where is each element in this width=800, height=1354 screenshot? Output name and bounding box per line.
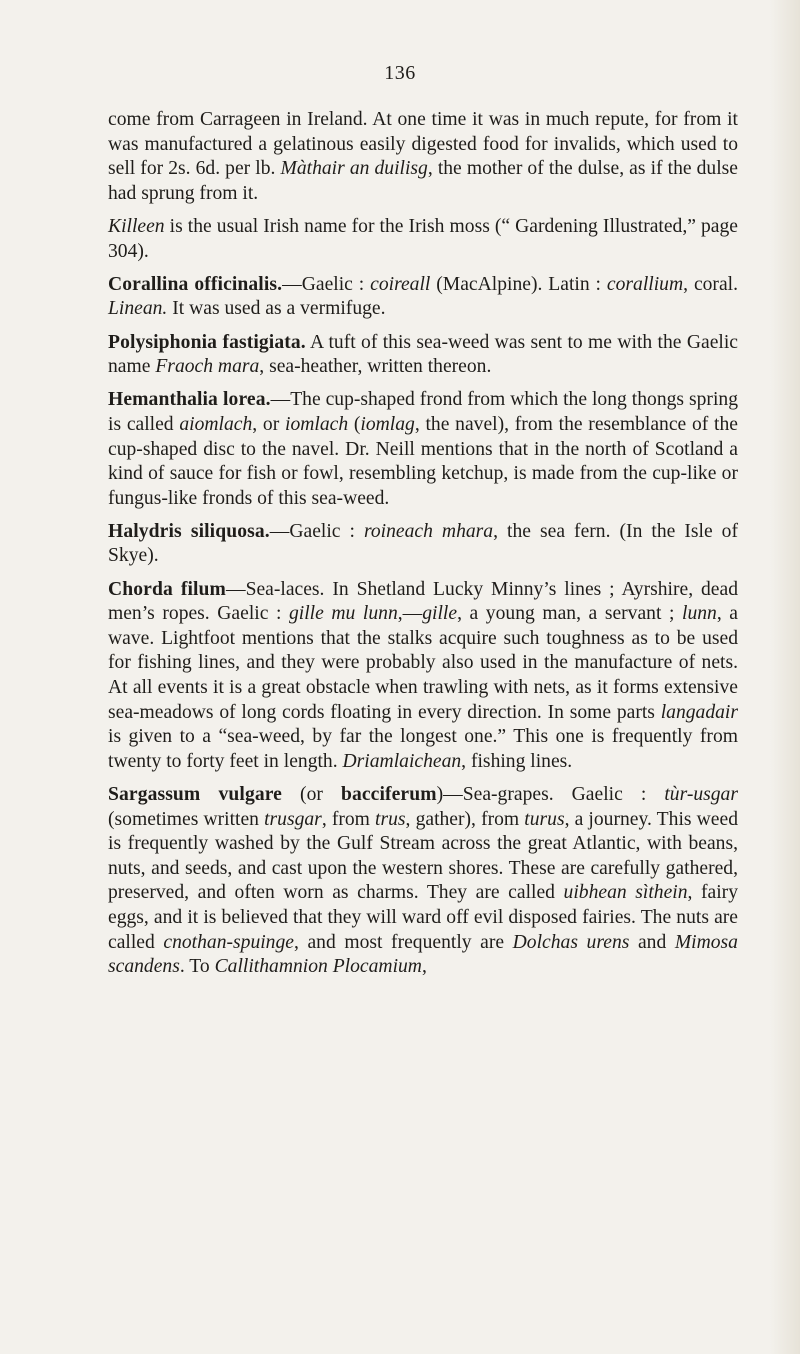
text-run: —Gaelic : xyxy=(269,520,364,542)
text-run: , the sea fern. (In the Isle of Skye). xyxy=(108,520,739,567)
gaelic-term: Màthair an duilisg xyxy=(280,158,428,180)
paragraph-halydris xyxy=(108,520,738,569)
text-run: , coral. xyxy=(683,273,738,295)
text-run: , a young man, a servant ; xyxy=(457,603,682,625)
gaelic-term: turus xyxy=(524,808,565,830)
text-run: —Sea-laces. In Shetland Lucky Minny’s lines ; Ayrshire, dead men’s ropes. Gaelic : xyxy=(108,578,738,625)
text-run: come from Carrageen in Ireland. At one time it was in much repute, for from it was manufactured a gelatinous easily digested food for invalids, which used to sell for 2s. 6d. per lb. xyxy=(108,109,738,180)
text-run: , and most frequently are xyxy=(293,931,513,953)
text-run: (sometimes written xyxy=(108,808,265,830)
text-run: is given to a “sea-weed, by far the longest one.” This one is frequently from twenty to forty feet in length. xyxy=(108,726,738,772)
latin-term: Dolchas urens xyxy=(512,931,630,953)
species-name: Halydris siliquosa. xyxy=(108,520,270,542)
page-number: 136 xyxy=(384,62,416,84)
gaelic-term: iomlach xyxy=(285,413,349,435)
gaelic-term: langadair xyxy=(660,701,738,723)
text-run: , xyxy=(421,956,427,978)
gaelic-term: trusgar xyxy=(264,808,322,830)
species-name: Chorda filum xyxy=(108,578,226,600)
latin-term: Mimosa scandens xyxy=(108,931,738,978)
gaelic-term: iomlag xyxy=(360,413,415,435)
species-name: bacciferum xyxy=(340,784,437,805)
gaelic-term: gille mu lunn xyxy=(289,603,398,625)
gaelic-term: uibhean sìthein xyxy=(563,882,688,904)
author-name: Linean. xyxy=(108,298,168,320)
text-run: , the navel), from the resemblance of the cup-shaped disc to the navel. Dr. Neill mentions that in the north of Scotland a kind of sauce for fish or fowl, resembling ketchup, is made from the cup-like or fungus-like fronds of this sea-weed. xyxy=(108,413,738,509)
gaelic-term: aiomlach xyxy=(179,413,253,435)
species-name: Polysiphonia fastigiata. xyxy=(108,331,306,353)
gaelic-term: roineach mhara xyxy=(363,520,494,542)
text-run: , from xyxy=(321,808,376,830)
text-run: —The cup-shaped frond from which the long thongs spring is called xyxy=(108,389,738,435)
latin-term: corallium xyxy=(606,273,684,295)
species-name: Corallina officinalis. xyxy=(108,273,283,295)
paragraph-killeen xyxy=(108,215,738,264)
text-run: )—Sea-grapes. Gaelic : xyxy=(436,784,665,805)
gaelic-term: cnothan-spuinge xyxy=(163,931,294,953)
text-run: and xyxy=(629,931,675,953)
text-run: It was used as a vermifuge. xyxy=(167,298,386,320)
gaelic-term: gille xyxy=(422,603,458,625)
text-run: , fishing lines. xyxy=(461,750,573,772)
text-run: (or xyxy=(281,784,341,805)
paragraph-carrageen xyxy=(108,108,738,206)
species-name: Hemanthalia lorea. xyxy=(108,389,271,411)
paragraph-corallina xyxy=(108,273,738,322)
species-name: Sargassum vulgare xyxy=(108,784,282,805)
paragraph-polysiphonia xyxy=(108,331,738,380)
text-run: , the mother of the dulse, as if the dulse had sprung from it. xyxy=(108,158,738,204)
text-run: . To xyxy=(179,956,215,978)
latin-term: Callithamnion Plocamium xyxy=(214,956,422,978)
text-run: —Gaelic : xyxy=(282,273,371,295)
paragraph-sargassum xyxy=(108,783,738,980)
text-run: A tuft of this sea-weed was sent to me with the Gaelic name xyxy=(108,331,738,378)
page-edge-shadow xyxy=(770,0,800,1354)
paragraph-chorda xyxy=(108,578,738,775)
text-run: , a wave. Lightfoot mentions that the stalks acquire such toughness as to be used for fishing lines, and they were probably also used in the manufacture of nets. At all events it is a great obstacle when trawling with nets, as it forms extensive sea-meadows of long cords floating in every direction. In some parts xyxy=(108,603,739,723)
gaelic-term: trus xyxy=(375,808,406,830)
body-text xyxy=(108,108,738,988)
text-run: , a journey. This weed is frequently washed by the Gulf Stream across the great Atlantic, with beans, nuts, and seeds, and cast upon the western shores. These are carefully gathered, preserved, and often worn as charms. They are called xyxy=(108,808,738,904)
text-run: (MacAlpine). Latin : xyxy=(430,273,607,295)
gaelic-term: tùr-usgar xyxy=(664,784,738,805)
text-run: ( xyxy=(348,413,361,435)
text-run: , sea-heather, written thereon. xyxy=(259,356,492,378)
gaelic-term: Driamlaichean xyxy=(342,750,462,772)
gaelic-term: lunn xyxy=(682,603,717,625)
gaelic-term: Fraoch mara xyxy=(155,356,260,378)
text-run: ,— xyxy=(397,603,423,625)
text-run: , or xyxy=(252,413,285,435)
irish-term: Killeen xyxy=(108,215,165,237)
text-run: , fairy eggs, and it is believed that they will ward off evil disposed fairies. The nuts are called xyxy=(108,882,738,953)
gaelic-term: coireall xyxy=(370,273,431,295)
text-run: is the usual Irish name for the Irish moss (“ Gardening Illustrated,” page 304). xyxy=(108,215,738,262)
paragraph-hemanthalia xyxy=(108,388,738,511)
text-run: , gather), from xyxy=(405,808,525,830)
